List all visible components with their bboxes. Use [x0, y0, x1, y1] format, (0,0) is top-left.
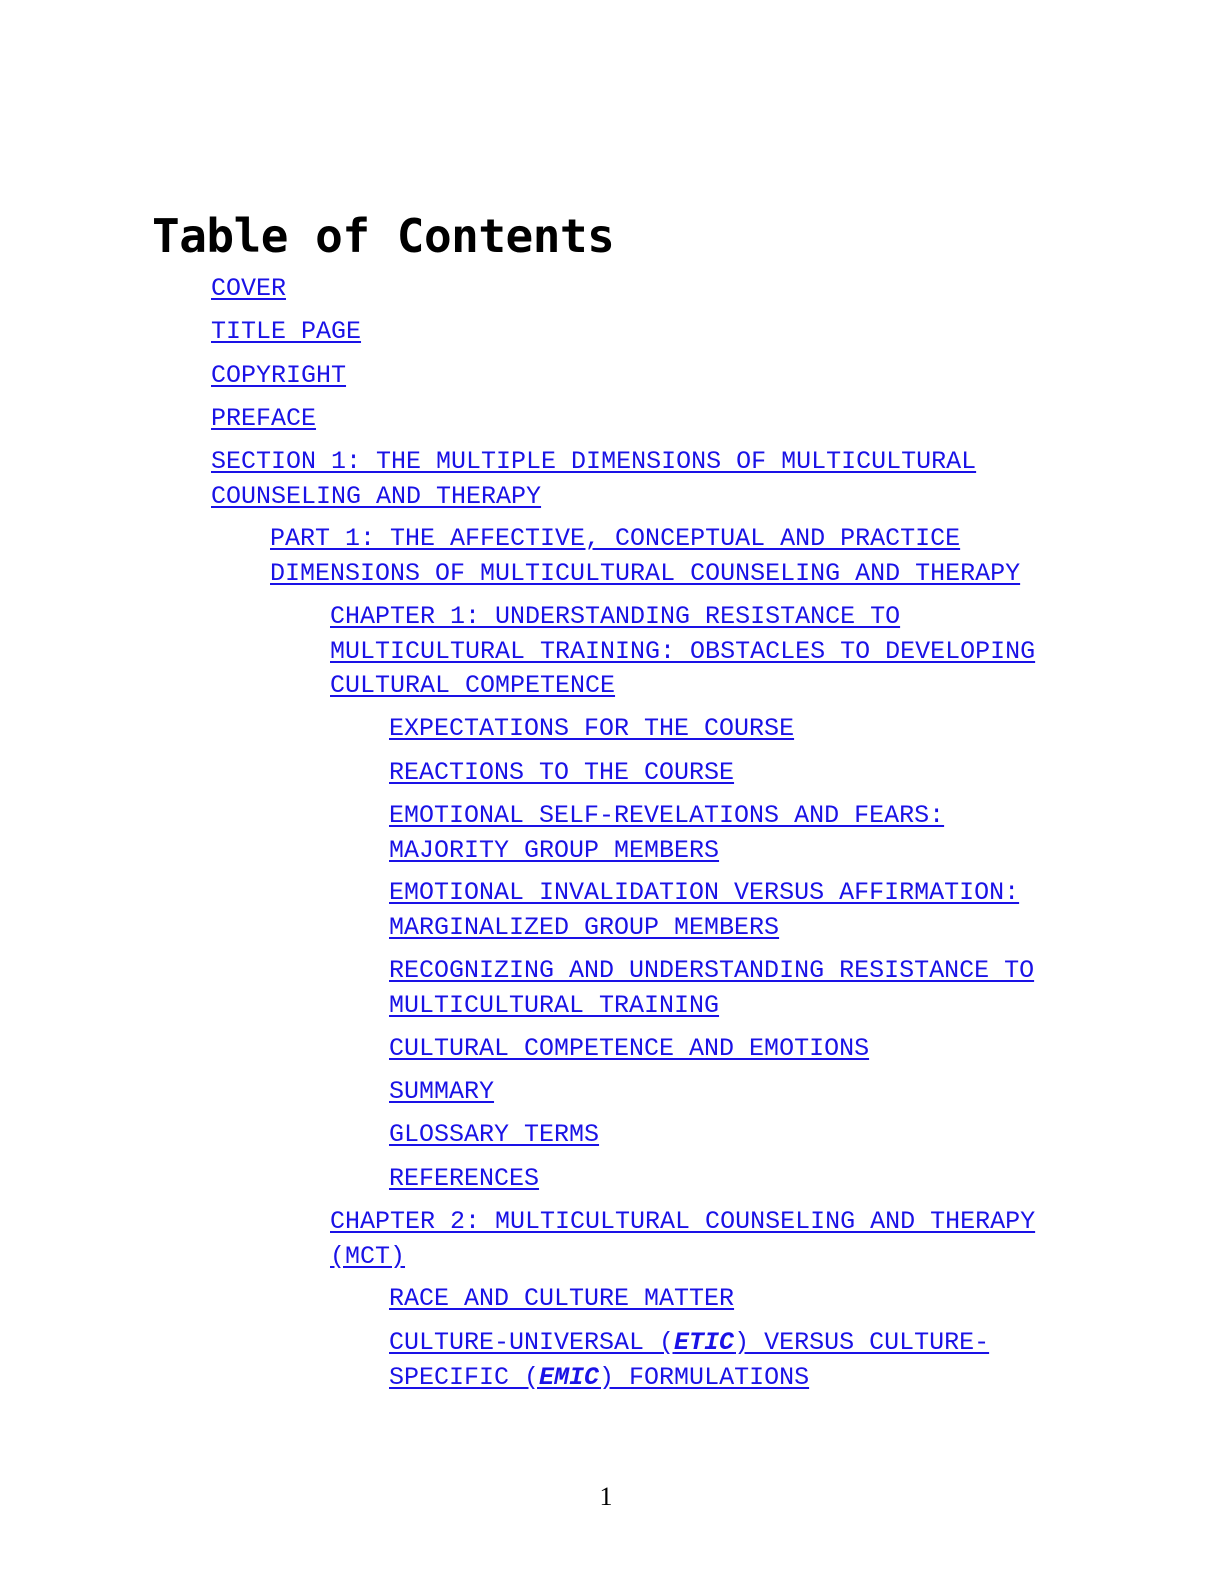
toc-link-text: CULTURE‐UNIVERSAL (	[389, 1328, 675, 1357]
toc-link-preface[interactable]	[211, 402, 316, 437]
toc-link-cover[interactable]	[211, 272, 286, 307]
toc-link-line: PART 1: THE AFFECTIVE, CONCEPTUAL AND PRACTICE	[270, 524, 961, 553]
toc-link-line: GLOSSARY TERMS	[389, 1120, 600, 1149]
toc-link-line: CULTURAL COMPETENCE	[330, 671, 616, 700]
toc-link-line: SECTION 1: THE MULTIPLE DIMENSIONS OF MULTICULTURAL	[211, 447, 977, 476]
toc-link-chapter-1[interactable]	[330, 600, 1035, 704]
toc-link-line: MULTICULTURAL TRAINING	[389, 990, 720, 1020]
toc-link-summary[interactable]	[389, 1075, 494, 1110]
toc-link-line: (MCT)	[330, 1241, 406, 1271]
toc-link-glossary-terms[interactable]	[389, 1118, 599, 1153]
toc-link-text: ) VERSUS CULTURE‐	[734, 1328, 990, 1357]
toc-link-text: SPECIFIC (	[389, 1362, 540, 1392]
toc-link-line: EMOTIONAL SELF‐REVELATIONS AND FEARS:	[389, 801, 945, 830]
toc-link-line: PREFACE	[211, 404, 317, 433]
toc-link-etic-emic[interactable]	[389, 1326, 989, 1395]
toc-link-line: COVER	[211, 274, 287, 303]
toc-link-expectations[interactable]	[389, 712, 794, 747]
page-number: 1	[599, 1482, 613, 1511]
toc-link-line: MAJORITY GROUP MEMBERS	[389, 835, 720, 865]
toc-link-line: EXPECTATIONS FOR THE COURSE	[389, 714, 795, 743]
toc-link-recognizing-resistance[interactable]	[389, 954, 1034, 1023]
toc-link-part-1[interactable]	[270, 522, 1020, 591]
toc-link-cultural-competence-emotions[interactable]	[389, 1032, 869, 1067]
toc-link-line: COPYRIGHT	[211, 361, 347, 390]
toc-link-line: CHAPTER 1: UNDERSTANDING RESISTANCE TO	[330, 602, 901, 631]
page-title: Table of Contents	[152, 209, 615, 263]
toc-link-emotional-invalidation[interactable]	[389, 876, 1019, 945]
toc-link-text: ) FORMULATIONS	[599, 1362, 810, 1392]
toc-link-line: MULTICULTURAL TRAINING: OBSTACLES TO DEVELOPING	[330, 636, 1036, 666]
toc-link-chapter-2[interactable]	[330, 1205, 1035, 1274]
toc-link-line: MARGINALIZED GROUP MEMBERS	[389, 912, 780, 942]
toc-link-line: RACE AND CULTURE MATTER	[389, 1284, 735, 1313]
toc-link-references[interactable]	[389, 1162, 539, 1197]
toc-link-line	[389, 1326, 989, 1361]
toc-link-line: CULTURAL COMPETENCE AND EMOTIONS	[389, 1034, 870, 1063]
toc-link-section-1[interactable]	[211, 445, 976, 514]
toc-link-italic-term: ETIC	[674, 1328, 735, 1357]
toc-link-line: RECOGNIZING AND UNDERSTANDING RESISTANCE TO	[389, 956, 1035, 985]
toc-link-line: COUNSELING AND THERAPY	[211, 481, 542, 511]
toc-link-line: CHAPTER 2: MULTICULTURAL COUNSELING AND THERAPY	[330, 1207, 1036, 1236]
toc-link-italic-term: EMIC	[539, 1362, 600, 1392]
toc-link-line: REACTIONS TO THE COURSE	[389, 758, 735, 787]
toc-link-line	[389, 1361, 989, 1396]
toc-link-line: TITLE PAGE	[211, 317, 362, 346]
toc-link-line: EMOTIONAL INVALIDATION VERSUS AFFIRMATION:	[389, 878, 1020, 907]
toc-link-reactions[interactable]	[389, 756, 734, 791]
toc-link-title-page[interactable]	[211, 315, 361, 350]
toc-link-race-culture-matter[interactable]	[389, 1282, 734, 1317]
toc-link-line: REFERENCES	[389, 1164, 540, 1193]
toc-link-emotional-self-revelations[interactable]	[389, 799, 944, 868]
toc-link-line: DIMENSIONS OF MULTICULTURAL COUNSELING AND THERAPY	[270, 558, 1021, 588]
toc-link-line: SUMMARY	[389, 1077, 495, 1106]
toc-link-copyright[interactable]	[211, 359, 346, 394]
